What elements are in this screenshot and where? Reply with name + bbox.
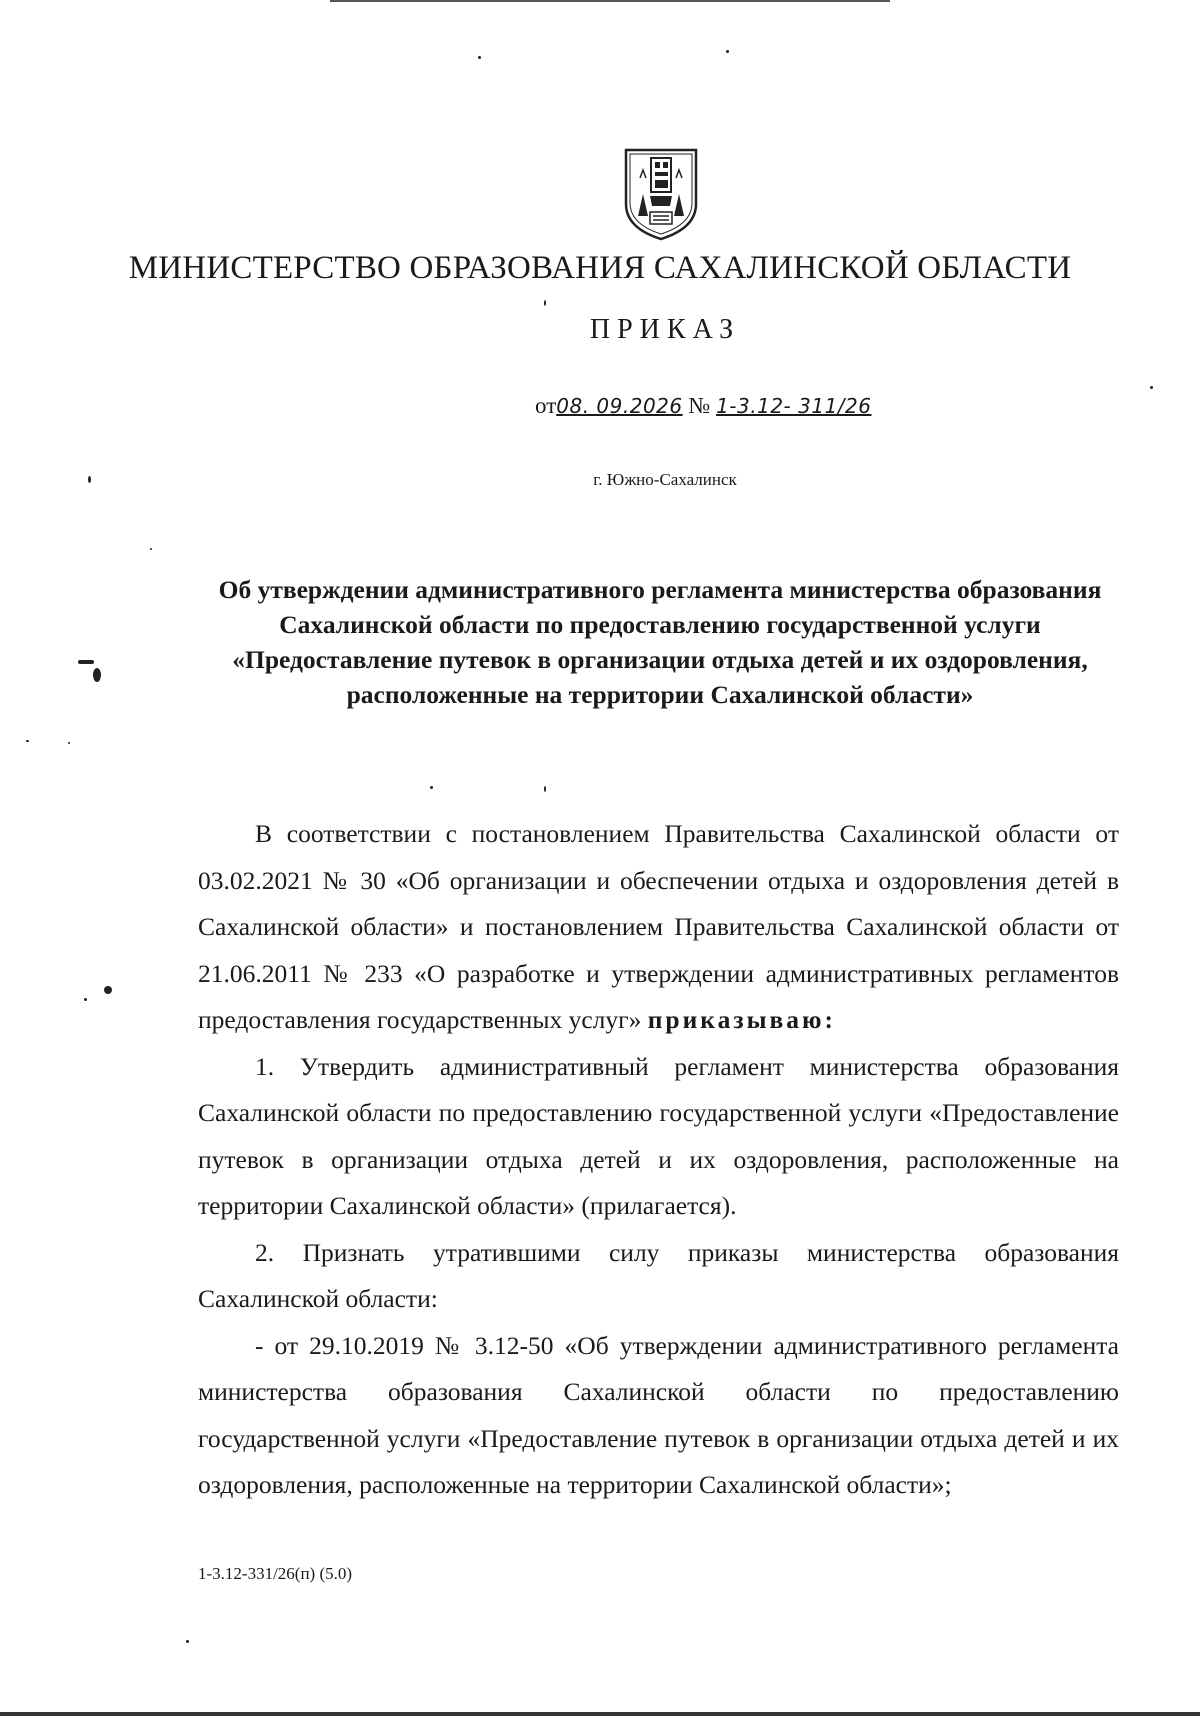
item-2-sub-1-paragraph: - от 29.10.2019 № 3.12-50 «Об утверждении административного регламента министерства образования Сахалинской области по предоставлению государственной услуги «Предоставление путевок в организации отдыха детей и их оздоровления, расположенные на территории Сахалинской области»; [198,1330,1119,1499]
city-line: г. Южно-Сахалинск [593,470,737,489]
scan-speck [78,660,94,664]
scan-speck [84,998,87,1001]
order-subject: Об утверждении административного регламента министерства образования Сахалинской области по предоставлению государственной услуги «Предоставление путевок в организации отдыха детей и их оздоровления, расположенные на территории Сахалинской области» [218,575,1102,709]
number-prefix: № [688,393,711,418]
scan-edge-top [330,0,890,2]
coat-of-arms-emblem [620,146,702,242]
order-title: ПРИКАЗ [589,314,741,345]
scan-speck [544,300,546,306]
scan-speck [186,1640,189,1643]
scan-edge-bottom [0,1712,1200,1716]
scan-speck [430,786,433,789]
date-prefix: от [535,393,557,418]
scan-speck [26,740,29,742]
scan-speck [1150,386,1153,389]
ministry-name: МИНИСТЕРСТВО ОБРАЗОВАНИЯ САХАЛИНСКОЙ ОБЛАСТИ [128,250,1072,286]
item-2-paragraph: 2. Признать утратившими силу приказы министерства образования Сахалинской области: [198,1237,1119,1313]
scan-speck [93,668,101,682]
preamble-text: В соответствии с постановлением Правительства Сахалинской области от 03.02.2021 № 30 «Об организации и обеспечении отдыха и оздоровления детей в Сахалинской области» и постановлением Правительства Сахалинской области от 21.06.2011 № 233 «О разработке и утверждении административных регламентов предоставления государственных услуг» [198,819,1119,1034]
order-body [198,811,1119,1509]
scan-speck [478,56,481,59]
document-code: 1-3.12-331/26(п) (5.0) [198,1564,353,1583]
order-date-handwritten: 08. 09.2026 [556,394,683,418]
scan-speck [104,986,112,994]
scan-speck [726,50,729,53]
scan-speck [88,476,91,483]
order-number-handwritten: 1-3.12- 311/26 [716,394,872,418]
order-date-number-line [535,393,872,419]
scan-speck [150,548,152,550]
order-verb: приказываю: [647,1005,836,1034]
preamble-paragraph [198,811,1119,1044]
scan-speck [544,786,546,792]
scan-speck [68,742,70,744]
item-1-paragraph: 1. Утвердить административный регламент министерства образования Сахалинской области по предоставлению государственной услуги «Предоставление путевок в организации отдыха детей и их оздоровления, расположенные на территории Сахалинской области» (прилагается). [198,1051,1119,1220]
